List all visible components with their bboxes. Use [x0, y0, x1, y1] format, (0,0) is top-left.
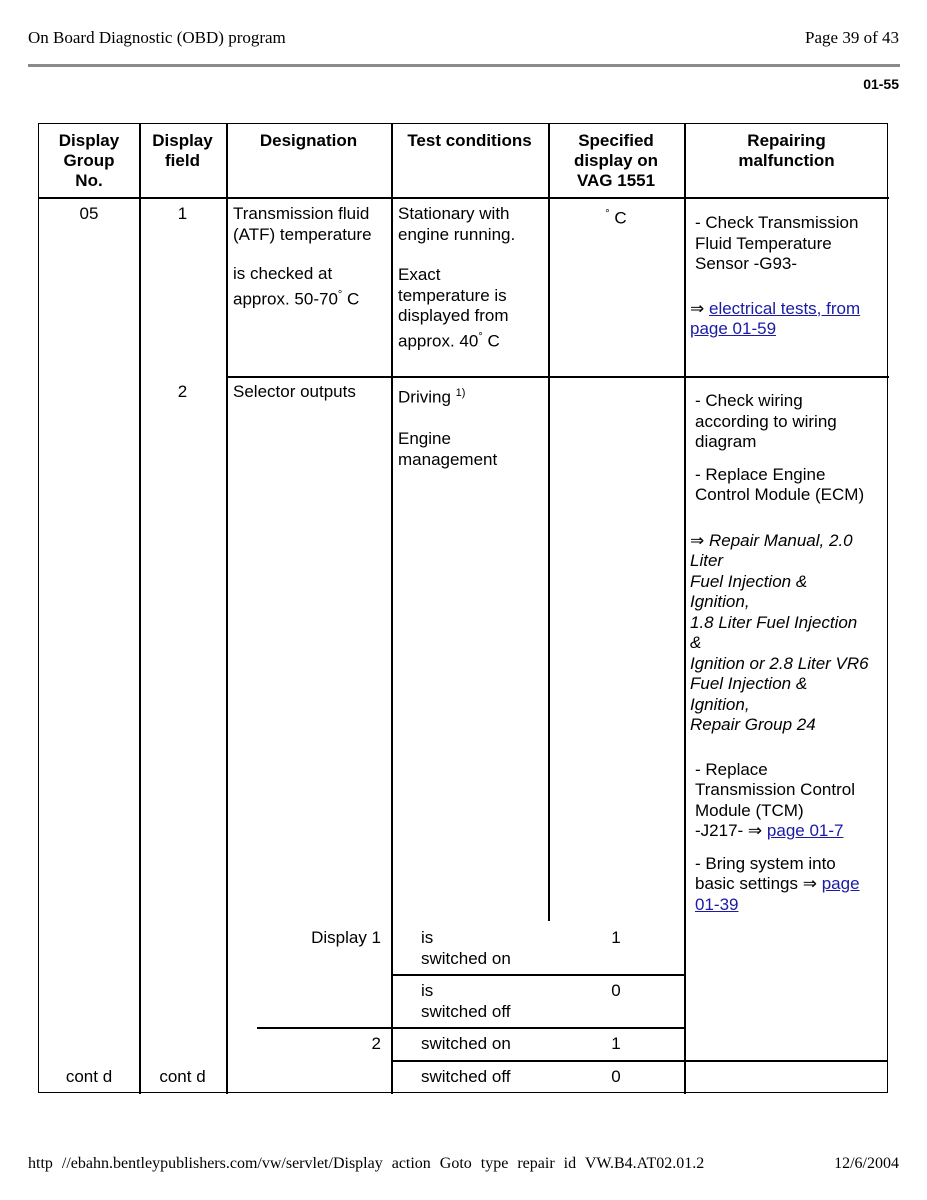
display1-off-value: 0	[611, 981, 621, 1000]
display1-bottom-border	[257, 1027, 684, 1029]
header-test-conditions: Test conditions	[407, 131, 532, 150]
col-divider-2	[226, 124, 228, 1094]
display1-on-value: 1	[611, 928, 621, 947]
row2-field-no: 2	[177, 382, 188, 401]
row1-repair: - Check Transmission Fluid Temperature Sensor -G93- ⇒ electrical tests, from page 01-59	[690, 213, 861, 338]
col-divider-5	[684, 124, 686, 1094]
header-designation: Designation	[259, 131, 358, 150]
header-divider	[28, 64, 900, 67]
footer-date: 12/6/2004	[834, 1155, 899, 1172]
display1-on-condition: is switched on	[421, 928, 511, 968]
col-divider-1	[139, 124, 141, 1094]
row2-repair: - Check wiring according to wiring diagram - Replace Engine Control Module (ECM) ⇒ Repair Manual, 2.0 Liter Fuel Injection & Ignition, 1.8 Liter Fuel Injection & Ignition or 2.8 Liter VR6 Fuel Injection & Ignition, Repair Group 24 - Replace Transmission Control Module (TCM) -J217- ⇒ page 01-7 - Bring system into basic settings ⇒ page 01-39	[690, 391, 869, 914]
display2-on-border	[391, 1060, 887, 1062]
contd-field: cont d	[159, 1067, 206, 1086]
header-display-group: Display Group No.	[58, 131, 120, 190]
display1-off-condition: is switched off	[421, 981, 511, 1021]
diagnostic-table	[38, 123, 888, 1093]
display2-off-value: 0	[611, 1067, 621, 1086]
header-specified-display: Specified display on VAG 1551	[573, 131, 659, 190]
header-display-field: Display field	[152, 131, 213, 170]
header-bottom-border	[39, 197, 889, 199]
page-01-59-link[interactable]: page 01-59	[690, 319, 777, 338]
electrical-tests-link[interactable]: electrical tests, from	[708, 298, 861, 318]
display1-label: Display 1	[311, 928, 381, 947]
col-divider-3	[391, 124, 393, 921]
page-indicator: Page 39 of 43	[805, 28, 899, 47]
footer-url: http //ebahn.bentleypublishers.com/vw/servlet/Display action Goto type repair id VW.B4.AT02.01.2	[28, 1155, 705, 1172]
row1-designation: Transmission fluid (ATF) temperature is checked at approx. 50-70° C	[233, 204, 372, 309]
row1-bottom-border	[226, 376, 889, 378]
display2-off-condition: switched off	[421, 1067, 511, 1086]
row1-field-no: 1	[177, 204, 188, 223]
page-01-7-link[interactable]: page 01-7	[766, 821, 844, 840]
display1-on-border	[391, 974, 684, 976]
contd-group: cont d	[65, 1067, 113, 1086]
page-01-39-link[interactable]: page	[821, 874, 860, 893]
row2-designation: Selector outputs	[233, 382, 356, 401]
display2-label: 2	[371, 1034, 381, 1053]
page-01-39-link-cont[interactable]: 01-39	[695, 894, 739, 914]
row1-group-no: 05	[79, 204, 99, 223]
col-divider-4	[548, 124, 550, 921]
display2-on-condition: switched on	[421, 1034, 511, 1053]
header-repairing-malfunction: Repairing malfunction	[738, 131, 835, 170]
display2-on-value: 1	[611, 1034, 621, 1053]
row1-specified-display: ° C	[605, 208, 627, 228]
section-page-code: 01-55	[863, 76, 899, 92]
row1-test-conditions: Stationary with engine running. Exact temperature is displayed from approx. 40° C	[398, 204, 516, 351]
document-title: On Board Diagnostic (OBD) program	[28, 28, 286, 47]
row2-test-conditions: Driving $^{1)}$ Engine management	[398, 387, 498, 469]
col-divider-3b	[391, 921, 393, 1094]
